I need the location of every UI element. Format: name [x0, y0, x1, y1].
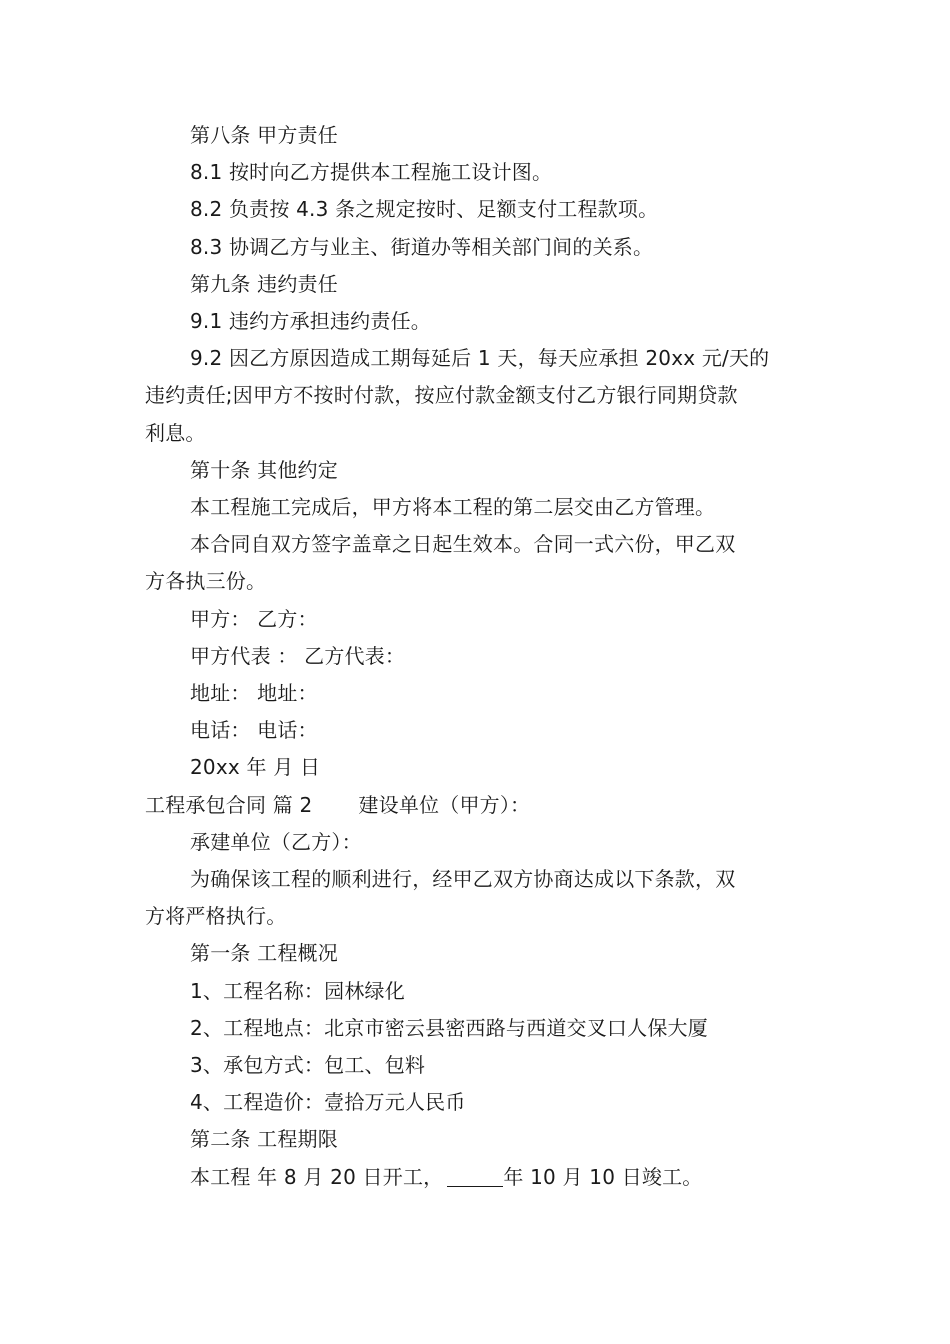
project-name-item: 1、工程名称：园林绿化 [190, 978, 405, 1003]
project-period-line [145, 1159, 810, 1196]
section-2-title: 工程承包合同 篇 2 [145, 792, 313, 817]
clause-9-2-line-1: 9.2 因乙方原因造成工期每延后 1 天，每天应承担 20xx 元/天的 [190, 346, 770, 371]
year-blank-line [447, 1168, 503, 1187]
end-date-text: 年 10 月 10 日竣工。 [503, 1164, 703, 1189]
clause-8-1: 8.1 按时向乙方提供本工程施工设计图。 [190, 160, 553, 185]
contract-method-item: 3、承包方式：包工、包料 [190, 1053, 426, 1078]
project-cost-item: 4、工程造价：壹拾万元人民币 [190, 1090, 466, 1115]
clause-9-2-line-3: 利息。 [145, 420, 206, 445]
article-10-heading: 第十条 其他约定 [190, 457, 338, 482]
signature-date: 20xx 年 月 日 [190, 755, 321, 780]
intro-line-2: 方将严格执行。 [145, 904, 287, 929]
article-1-heading: 第一条 工程概况 [190, 941, 338, 966]
article-2-heading: 第二条 工程期限 [190, 1127, 338, 1152]
article-10-paragraph-2-line-1: 本合同自双方签字盖章之日起生效本。合同一式六份，甲乙双 [190, 532, 736, 557]
signature-parties: 甲方： 乙方： [190, 606, 318, 631]
clause-9-1: 9.1 违约方承担违约责任。 [190, 309, 431, 334]
article-10-paragraph-2-line-2: 方各执三份。 [145, 569, 267, 594]
builder-label: 建设单位（甲方）： [358, 792, 531, 817]
clause-8-3: 8.3 协调乙方与业主、街道办等相关部门间的关系。 [190, 234, 654, 259]
document-body [145, 117, 810, 1196]
section-2-title-line [145, 787, 810, 824]
start-date-text: 本工程 年 8 月 20 日开工， [190, 1164, 444, 1189]
project-location-item: 2、工程地点：北京市密云县密西路与西道交叉口人保大厦 [190, 1015, 708, 1040]
signature-representatives: 甲方代表 ： 乙方代表： [190, 643, 406, 668]
clause-9-2-line-2: 违约责任;因甲方不按时付款，按应付款金额支付乙方银行同期贷款 [145, 383, 738, 408]
intro-line-1: 为确保该工程的顺利进行，经甲乙双方协商达成以下条款，双 [190, 867, 736, 892]
signature-addresses: 地址： 地址： [190, 681, 318, 706]
contractor-label: 承建单位（乙方）： [190, 829, 362, 854]
article-10-paragraph-1: 本工程施工完成后，甲方将本工程的第二层交由乙方管理。 [190, 495, 716, 520]
article-8-heading: 第八条 甲方责任 [190, 123, 338, 147]
signature-phones: 电话： 电话： [190, 718, 318, 743]
clause-8-2: 8.2 负责按 4.3 条之规定按时、足额支付工程款项。 [190, 197, 659, 222]
article-9-heading: 第九条 违约责任 [190, 271, 338, 296]
